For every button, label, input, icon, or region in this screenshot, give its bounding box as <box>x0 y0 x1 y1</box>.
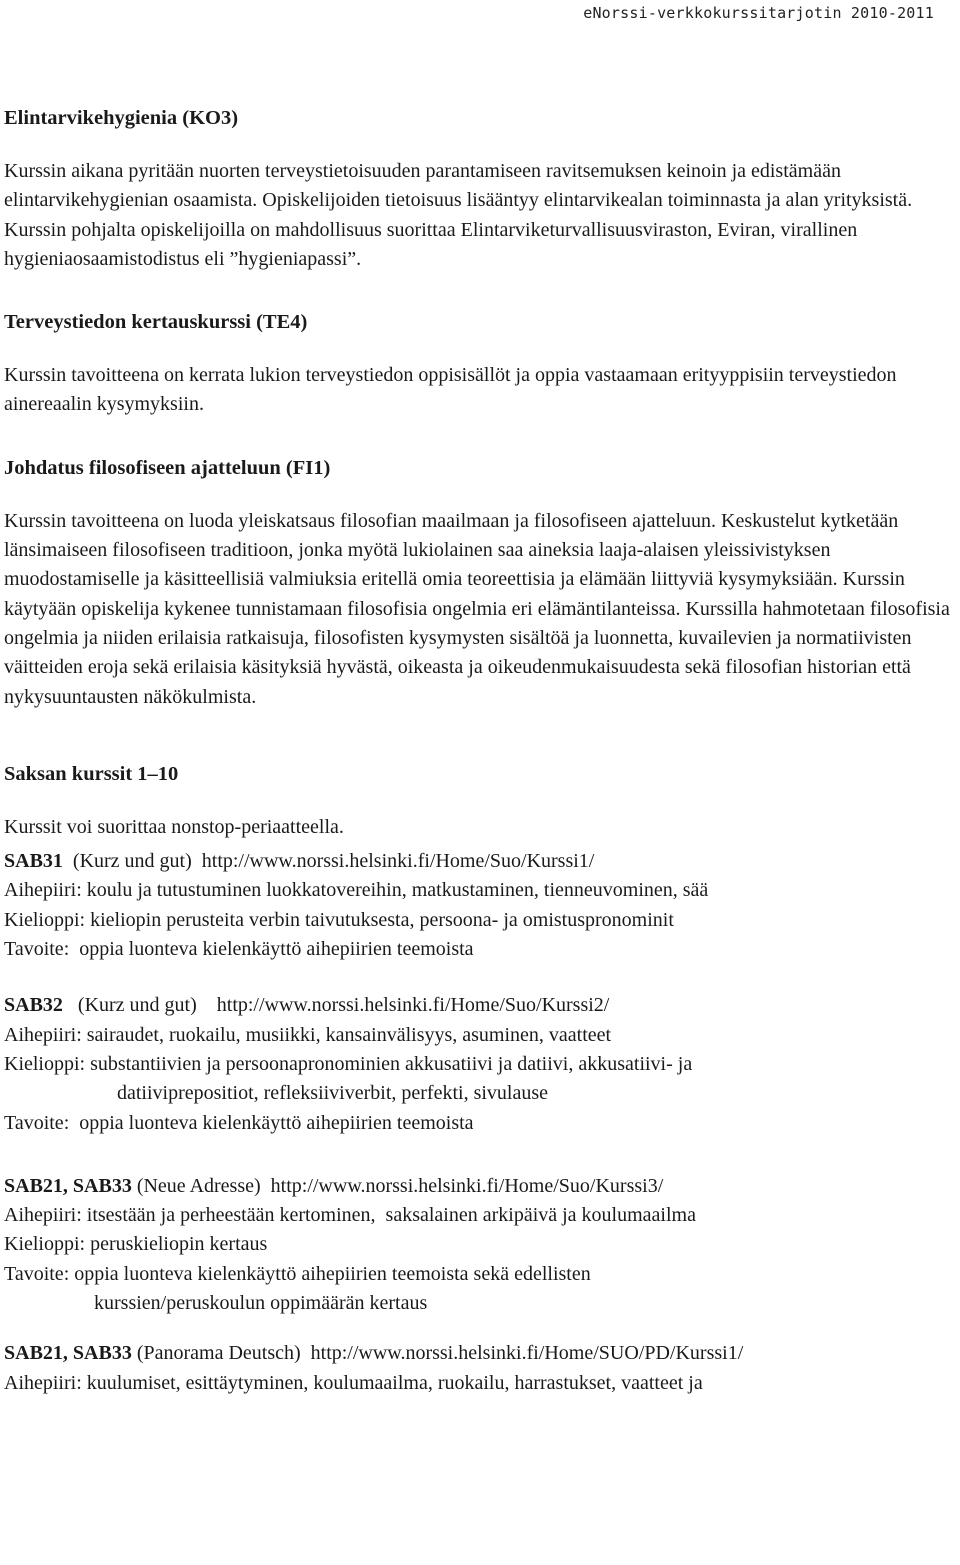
page-header: eNorssi-verkkokurssitarjotin 2010-2011 <box>583 4 934 22</box>
course-sab21-sab33-panorama <box>4 1339 956 1398</box>
course-link[interactable]: (Kurz und gut) http://www.norssi.helsinki.fi/Home/Suo/Kurssi2/ <box>62 994 610 1017</box>
course-kielioppi: Kielioppi: peruskieliopin kertaus <box>4 1233 268 1256</box>
course-kielioppi-cont: datiiviprepositiot, refleksiiviverbit, perfekti, sivulause <box>117 1082 549 1105</box>
section-title: Johdatus filosofiseen ajatteluun (FI1) <box>4 456 331 479</box>
section-title: Terveystiedon kertauskurssi (TE4) <box>4 311 308 334</box>
section-intro: Kurssit voi suorittaa nonstop-periaatteella. <box>4 815 344 838</box>
course-tavoite: Tavoite: oppia luonteva kielenkäyttö aihepiirien teemoista <box>4 938 474 961</box>
course-kielioppi: Kielioppi: substantiivien ja persoonapronominien akkusatiivi ja datiivi, akkusatiivi- ja <box>4 1052 693 1075</box>
course-aihepiiri: Aihepiiri: kuulumiset, esittäytyminen, koulumaailma, ruokailu, harrastukset, vaatteet ja <box>4 1371 703 1394</box>
course-tavoite: Tavoite: oppia luonteva kielenkäyttö aihepiirien teemoista <box>4 1111 474 1134</box>
course-sab31 <box>4 847 956 964</box>
course-link[interactable]: (Panorama Deutsch) http://www.norssi.helsinki.fi/Home/SUO/PD/Kurssi1/ <box>131 1342 744 1365</box>
course-code: SAB32 <box>4 994 63 1017</box>
course-kielioppi: Kielioppi: kieliopin perusteita verbin taivutuksesta, persoona- ja omistuspronominit <box>4 908 674 931</box>
section-title: Elintarvikehygienia (KO3) <box>4 107 239 129</box>
section-saksa <box>4 760 956 1398</box>
course-code: SAB21, SAB33 <box>4 1174 132 1197</box>
course-sab21-sab33-neue <box>4 1172 956 1318</box>
document-body <box>4 104 956 1398</box>
course-heading <box>4 991 956 1020</box>
course-heading <box>4 847 956 876</box>
course-code: SAB31 <box>4 850 63 873</box>
course-heading <box>4 1172 956 1201</box>
course-aihepiiri: Aihepiiri: sairaudet, ruokailu, musiikki, kansainvälisyys, asuminen, vaatteet <box>4 1023 612 1046</box>
section-title: Saksan kurssit 1–10 <box>4 762 179 785</box>
course-aihepiiri: Aihepiiri: itsestään ja perheestään kertominen, saksalainen arkipäivä ja koulumaailma <box>4 1204 696 1227</box>
section-filosofia <box>4 454 956 712</box>
section-text: Kurssin tavoitteena on kerrata lukion terveystiedon oppisisällöt ja oppia vastaamaan erityyppisiin terveystiedon ainereaalin kysymyksiin. <box>4 364 897 416</box>
course-link[interactable]: (Neue Adresse) http://www.norssi.helsinki.fi/Home/Suo/Kurssi3/ <box>131 1174 664 1197</box>
course-tavoite: Tavoite: oppia luonteva kielenkäyttö aihepiirien teemoista sekä edellisten <box>4 1262 591 1285</box>
course-sab32 <box>4 991 956 1137</box>
course-heading <box>4 1339 956 1368</box>
section-text: Kurssin aikana pyritään nuorten terveystietoisuuden parantamiseen ravitsemuksen keinoin ja edistämään elintarvikehygienian osaamista. Opiskelijoiden tietoisuus lisääntyy elintarvikealan toiminnasta ja alan yrityksistä. Kurssin pohjalta opiskelijoilla on mahdollisuus suorittaa Elintarviketurvallisuusviraston, Eviran, virallinen hygieniaosaamistodistus eli ”hygieniapassi”. <box>4 160 913 270</box>
course-tavoite-cont: kurssien/peruskoulun oppimäärän kertaus <box>94 1292 428 1315</box>
course-code: SAB21, SAB33 <box>4 1342 132 1365</box>
section-elintarvikehygienia <box>4 104 956 274</box>
course-link[interactable]: (Kurz und gut) http://www.norssi.helsinki.fi/Home/Suo/Kurssi1/ <box>62 850 595 873</box>
course-aihepiiri: Aihepiiri: koulu ja tutustuminen luokkatovereihin, matkustaminen, tienneuvominen, sää <box>4 879 709 902</box>
section-text: Kurssin tavoitteena on luoda yleiskatsaus filosofian maailmaan ja filosofiseen ajatteluun. Keskustelut kytketään länsimaiseen filosofiseen traditioon, jonka myötä lukiolainen saa aineksia laaja-alaisen yleissivistyksen muodostamiselle ja käsitteellisiä valmiuksia eritellä omia teoreettisia ja elämään liittyviä kysymyksiään. Kurssin käytyään opiskelija kykenee tunnistamaan filosofisia ongelmia eri elämäntilanteissa. Kurssilla hahmotetaan filosofisia ongelmia ja niiden erilaisia ratkaisuja, filosofisten kysymysten sisältöä ja luonnetta, kuvailevien ja normatiivisten väitteiden eroja sekä erilaisia käsityksiä hyvästä, oikeasta ja oikeudenmukaisuudesta sekä filosofian historian että nykysuuntausten näkökulmista. <box>4 509 950 708</box>
section-terveystieto <box>4 308 956 420</box>
